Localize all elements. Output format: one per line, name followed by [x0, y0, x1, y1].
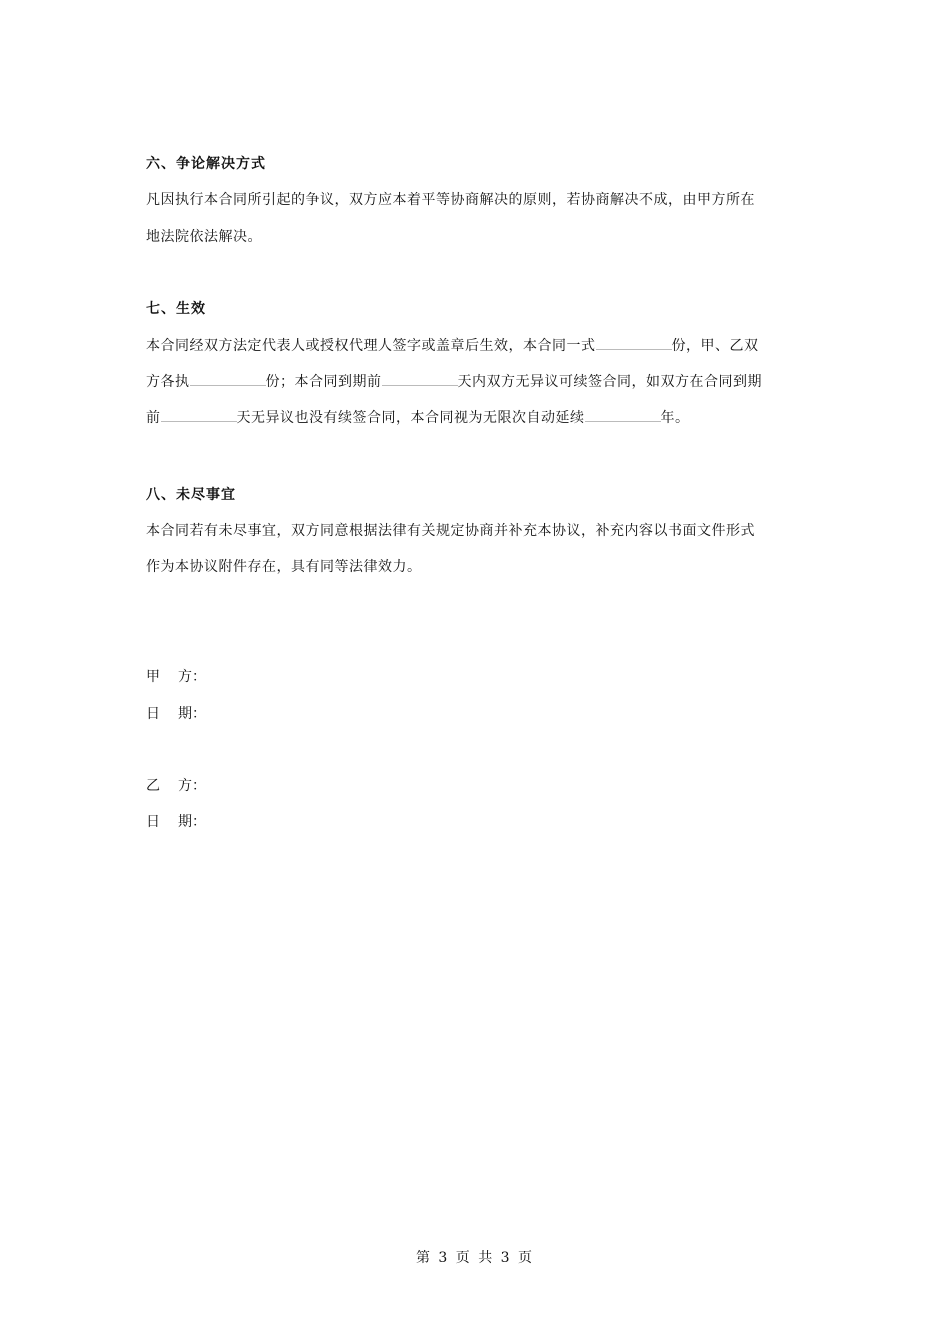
section-6-line-2: 地法院依法解决。 — [146, 229, 262, 245]
section-6-heading: 六、争论解决方式 — [146, 156, 266, 172]
text-segment: 前 — [146, 410, 161, 426]
text-segment: 方各执 — [146, 374, 190, 390]
text-segment: 年。 — [660, 410, 690, 426]
party-b-label — [146, 775, 206, 795]
fill-in-blank — [382, 373, 458, 386]
text-segment: 本合同经双方法定代表人或授权代理人签字或盖章后生效，本合同一式 — [146, 338, 596, 354]
label-char: 日 — [146, 706, 160, 722]
label-char: 方： — [178, 669, 206, 685]
section-7-line-1 — [146, 335, 759, 355]
party-b-date-label — [146, 811, 206, 831]
fill-in-blank — [161, 409, 237, 422]
section-8-line-1: 本合同若有未尽事宜，双方同意根据法律有关规定协商并补充本协议，补充内容以书面文件形式 — [146, 523, 755, 539]
fill-in-blank — [190, 373, 266, 386]
fill-in-blank — [585, 409, 661, 422]
label-char: 乙 — [146, 778, 160, 794]
section-8-heading: 八、未尽事宜 — [146, 487, 236, 503]
fill-in-blank — [596, 337, 672, 350]
text-segment: 天内双方无异议可续签合同，如双方在合同到期 — [457, 374, 762, 390]
party-a-date-label — [146, 703, 206, 723]
label-char: 期： — [178, 706, 206, 722]
label-char: 期： — [178, 814, 206, 830]
section-7-line-3 — [146, 407, 690, 427]
section-7-line-2 — [146, 371, 762, 391]
section-7-heading: 七、生效 — [146, 301, 206, 317]
label-char: 方： — [178, 778, 206, 794]
text-segment: 天无异议也没有续签合同，本合同视为无限次自动延续 — [236, 410, 585, 426]
party-a-label — [146, 666, 206, 686]
page-number-footer: 第 3 页 共 3 页 — [415, 1250, 535, 1266]
label-char: 日 — [146, 814, 160, 830]
section-8-line-2: 作为本协议附件存在，具有同等法律效力。 — [146, 559, 422, 575]
text-segment: 份，甲、乙双 — [671, 338, 759, 354]
section-6-line-1: 凡因执行本合同所引起的争议，双方应本着平等协商解决的原则，若协商解决不成，由甲方所在 — [146, 192, 755, 208]
text-segment: 份；本合同到期前 — [265, 374, 382, 390]
label-char: 甲 — [146, 669, 160, 685]
